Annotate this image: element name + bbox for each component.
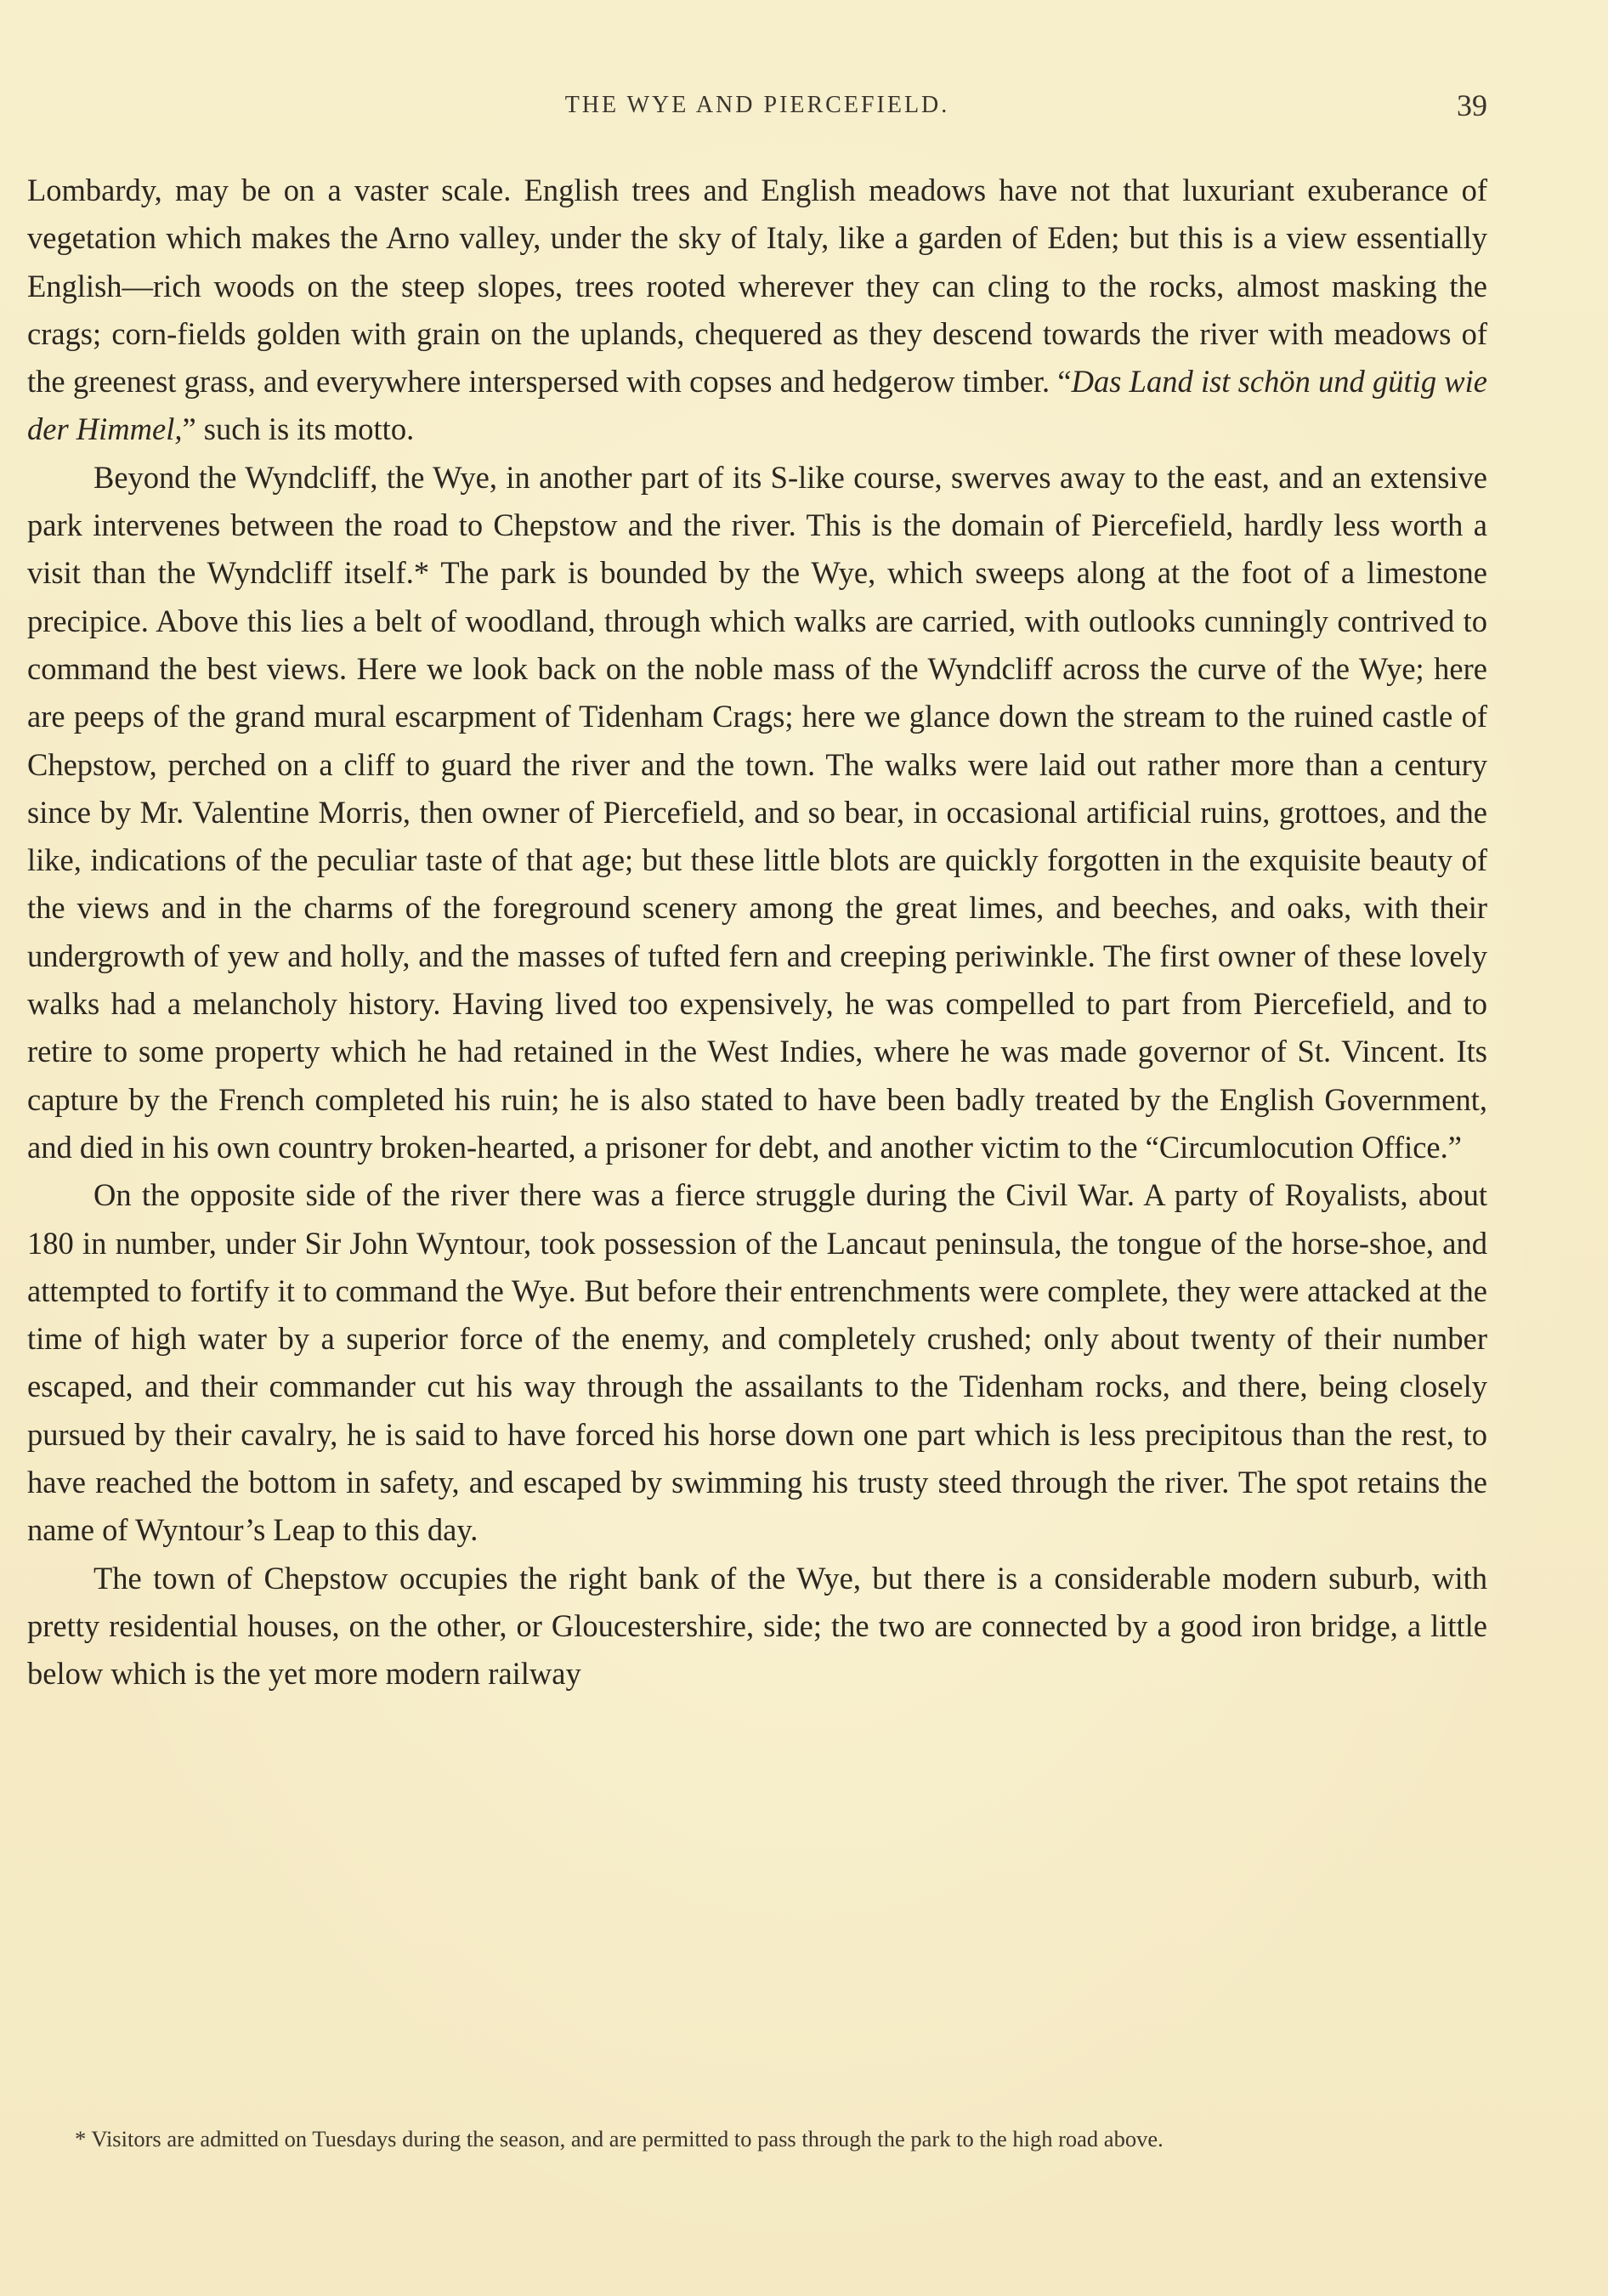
running-title: THE WYE AND PIERCEFIELD. (564, 92, 950, 118)
paragraph-3: On the opposite side of the river there was a fierce struggle during the Civil War. A party of Royalists, about 180 in number, under Sir John Wyntour, took possession of the Lancaut peninsula, the tongue of the horse-shoe, and attempted to fortify it to command the Wye. But before their entrenchments were complete, they were attacked at the time of high water by a superior force of the enemy, and completely crushed; only about twenty of their number escaped, and their commander cut his way through the assailants to the Tidenham rocks, and there, being closely pursued by their cavalry, he is said to have forced his horse down one part which is less precipitous than the rest, to have reached the bottom in safety, and escaped by swimming his trusty steed through the river. The spot retains the name of Wyntour’s Leap to this day. (27, 1177, 1487, 1548)
body-text (27, 167, 1487, 1698)
paragraph-1-end: ” such is its motto. (182, 411, 415, 447)
paragraph-1-text: Lombardy, may be on a vaster scale. English trees and English meadows have not that luxuriant exuberance of vegetation which makes the Arno valley, under the sky of Italy, like a garden of Eden; but this is a view essentially English—rich woods on the steep slopes, trees rooted wherever they can cling to the rocks, almost masking the crags; corn-fields golden with grain on the uplands, chequered as they descend towards the river with meadows of the greenest grass, and everywhere interspersed with copses and hedgerow timber. “ (27, 173, 1487, 400)
paragraph-2: Beyond the Wyndcliff, the Wye, in another part of its S-like course, swerves away to the east, and an extensive park intervenes between the road to Chepstow and the river. This is the domain of Piercefield, hardly less worth a visit than the Wyndcliff itself.* The park is bounded by the Wye, which sweeps along at the foot of a limestone precipice. Above this lies a belt of woodland, through which walks are carried, with outlooks cunningly contrived to command the best views. Here we look back on the noble mass of the Wyndcliff across the curve of the Wye; here are peeps of the grand mural escarpment of Tidenham Crags; here we glance down the stream to the ruined castle of Chepstow, perched on a cliff to guard the river and the town. The walks were laid out rather more than a century since by Mr. Valentine Morris, then owner of Piercefield, and so bear, in occasional artificial ruins, grottoes, and the like, indications of the peculiar taste of that age; but these little blots are quickly forgotten in the exquisite beauty of the views and in the charms of the foreground scenery among the great limes, and beeches, and oaks, with their undergrowth of yew and holly, and the masses of tufted fern and creeping periwinkle. The first owner of these lovely walks had a melancholy history. Having lived too expensively, he was compelled to part from Piercefield, and to retire to some property which he had retained in the West Indies, where he was made governor of St. Vincent. Its capture by the French completed his ruin; he is also stated to have been badly treated by the English Government, and died in his own country broken-hearted, a prisoner for debt, and another victim to the “Circumlocution Office.” (27, 459, 1487, 1165)
running-head (27, 88, 1487, 122)
footnote: * Visitors are admitted on Tuesdays during the season, and are permitted to pass through the park to the high road above. (75, 2126, 1164, 2151)
german-motto: Das Land ist schön und gütig wie der Himmel, (27, 364, 1487, 447)
page-number: 39 (1457, 88, 1487, 122)
paragraph-4: The town of Chepstow occupies the right bank of the Wye, but there is a considerable modern suburb, with pretty residential houses, on the other, or Gloucestershire, side; the two are connected by a good iron bridge, a little below which is the yet more modern railway (27, 1560, 1487, 1692)
paragraph-1 (27, 167, 1487, 454)
